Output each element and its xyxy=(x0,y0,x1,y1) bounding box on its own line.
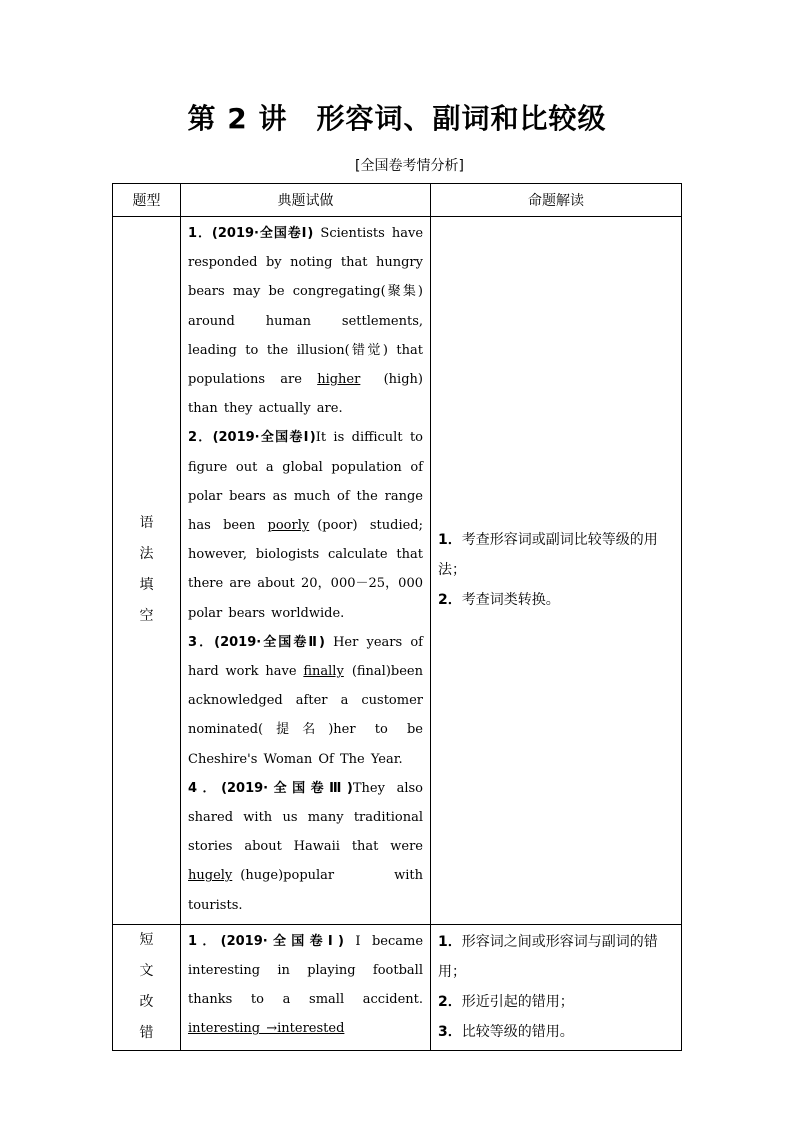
example-number: 2． xyxy=(188,430,213,446)
example-text: They also shared with us many traditional stories about Hawaii that were xyxy=(188,780,423,855)
analysis-point xyxy=(438,1017,674,1047)
example-answer: finally xyxy=(303,664,344,680)
type-cell-correction xyxy=(113,924,181,1050)
example-number: 4． xyxy=(188,780,222,796)
example-text: Her years of hard work have xyxy=(188,634,423,680)
type-char: 短 xyxy=(139,932,154,949)
examples-cell-grammar xyxy=(181,217,431,925)
type-char: 空 xyxy=(139,608,154,625)
type-char: 语 xyxy=(139,515,154,532)
example-number: 3． xyxy=(188,634,215,650)
table-row-grammar xyxy=(113,217,682,925)
analysis-point xyxy=(438,525,674,585)
example-answer: higher xyxy=(317,372,361,388)
table-row-correction xyxy=(113,924,682,1050)
example-number: 1． xyxy=(188,933,221,949)
example-text: (poor) studied; however, biologists calculate that there are about 20，000－25，000 polar bears worldwide. xyxy=(188,518,424,621)
analysis-cell-correction xyxy=(431,924,682,1050)
type-cell-grammar xyxy=(113,217,181,925)
example-item xyxy=(188,423,423,627)
analysis-text: 形容词之间或形容词与副词的错用； xyxy=(438,933,658,980)
example-text: (high) than they actually are. xyxy=(188,372,423,417)
analysis-number: 3． xyxy=(438,1023,462,1040)
exam-analysis-table xyxy=(112,183,682,1051)
example-text: (final)been acknowledged after a customer nominated(提名)her to be Cheshire's Woman Of The Year. xyxy=(188,664,423,767)
example-text: It is difficult to figure out a global population of polar bears as much of the range has been xyxy=(188,430,424,534)
type-char: 填 xyxy=(139,577,154,594)
example-text: (huge)popular with tourists. xyxy=(188,868,423,913)
analysis-text: 形近引起的错用； xyxy=(461,993,574,1010)
page-title: 第 2 讲 形容词、副词和比较级 xyxy=(187,102,607,135)
type-char: 改 xyxy=(139,994,154,1011)
example-text: I became interesting in playing football thanks to a small accident. xyxy=(188,933,424,1008)
header-analysis: 命题解读 xyxy=(431,184,682,217)
example-source: (2019·全国卷Ⅱ) xyxy=(214,634,325,650)
example-number: 1． xyxy=(188,226,212,241)
type-char: 法 xyxy=(139,546,154,563)
example-item xyxy=(188,628,423,774)
example-item xyxy=(188,219,423,423)
example-source: (2019·全国卷Ⅰ) xyxy=(211,226,314,241)
header-examples: 典题试做 xyxy=(181,184,431,217)
header-type: 题型 xyxy=(113,184,181,217)
analysis-number: 1． xyxy=(438,933,462,950)
analysis-point xyxy=(438,585,674,615)
example-source: (2019·全国卷Ⅰ) xyxy=(212,430,316,446)
analysis-text: 考查词类转换。 xyxy=(461,592,560,609)
example-source: (2019·全国卷Ⅲ) xyxy=(221,780,353,796)
example-answer: hugely xyxy=(188,868,233,884)
example-source: (2019·全国卷Ⅰ) xyxy=(220,933,344,949)
analysis-number: 2． xyxy=(438,993,462,1010)
analysis-cell-grammar xyxy=(431,217,682,925)
table-header-row xyxy=(113,184,682,217)
example-text: Scientists have responded by noting that hungry bears may be congregating(聚集) around human settlements, leading to the illusion(错觉) that populations are xyxy=(188,226,424,388)
example-answer: poorly xyxy=(267,518,310,534)
analysis-text: 比较等级的错用。 xyxy=(461,1023,574,1040)
examples-cell-correction xyxy=(181,924,431,1050)
section-subtitle: [全国卷考情分析] xyxy=(355,158,464,174)
analysis-point xyxy=(438,987,674,1017)
analysis-text: 考查形容词或副词比较等级的用法； xyxy=(438,532,658,579)
type-char: 文 xyxy=(139,963,154,980)
type-char: 错 xyxy=(139,1025,154,1042)
analysis-number: 2． xyxy=(438,592,462,609)
example-item xyxy=(188,774,423,920)
example-item xyxy=(188,927,423,1044)
analysis-point xyxy=(438,927,674,987)
example-answer: interesting →interested xyxy=(188,1021,345,1037)
analysis-number: 1． xyxy=(438,532,462,549)
